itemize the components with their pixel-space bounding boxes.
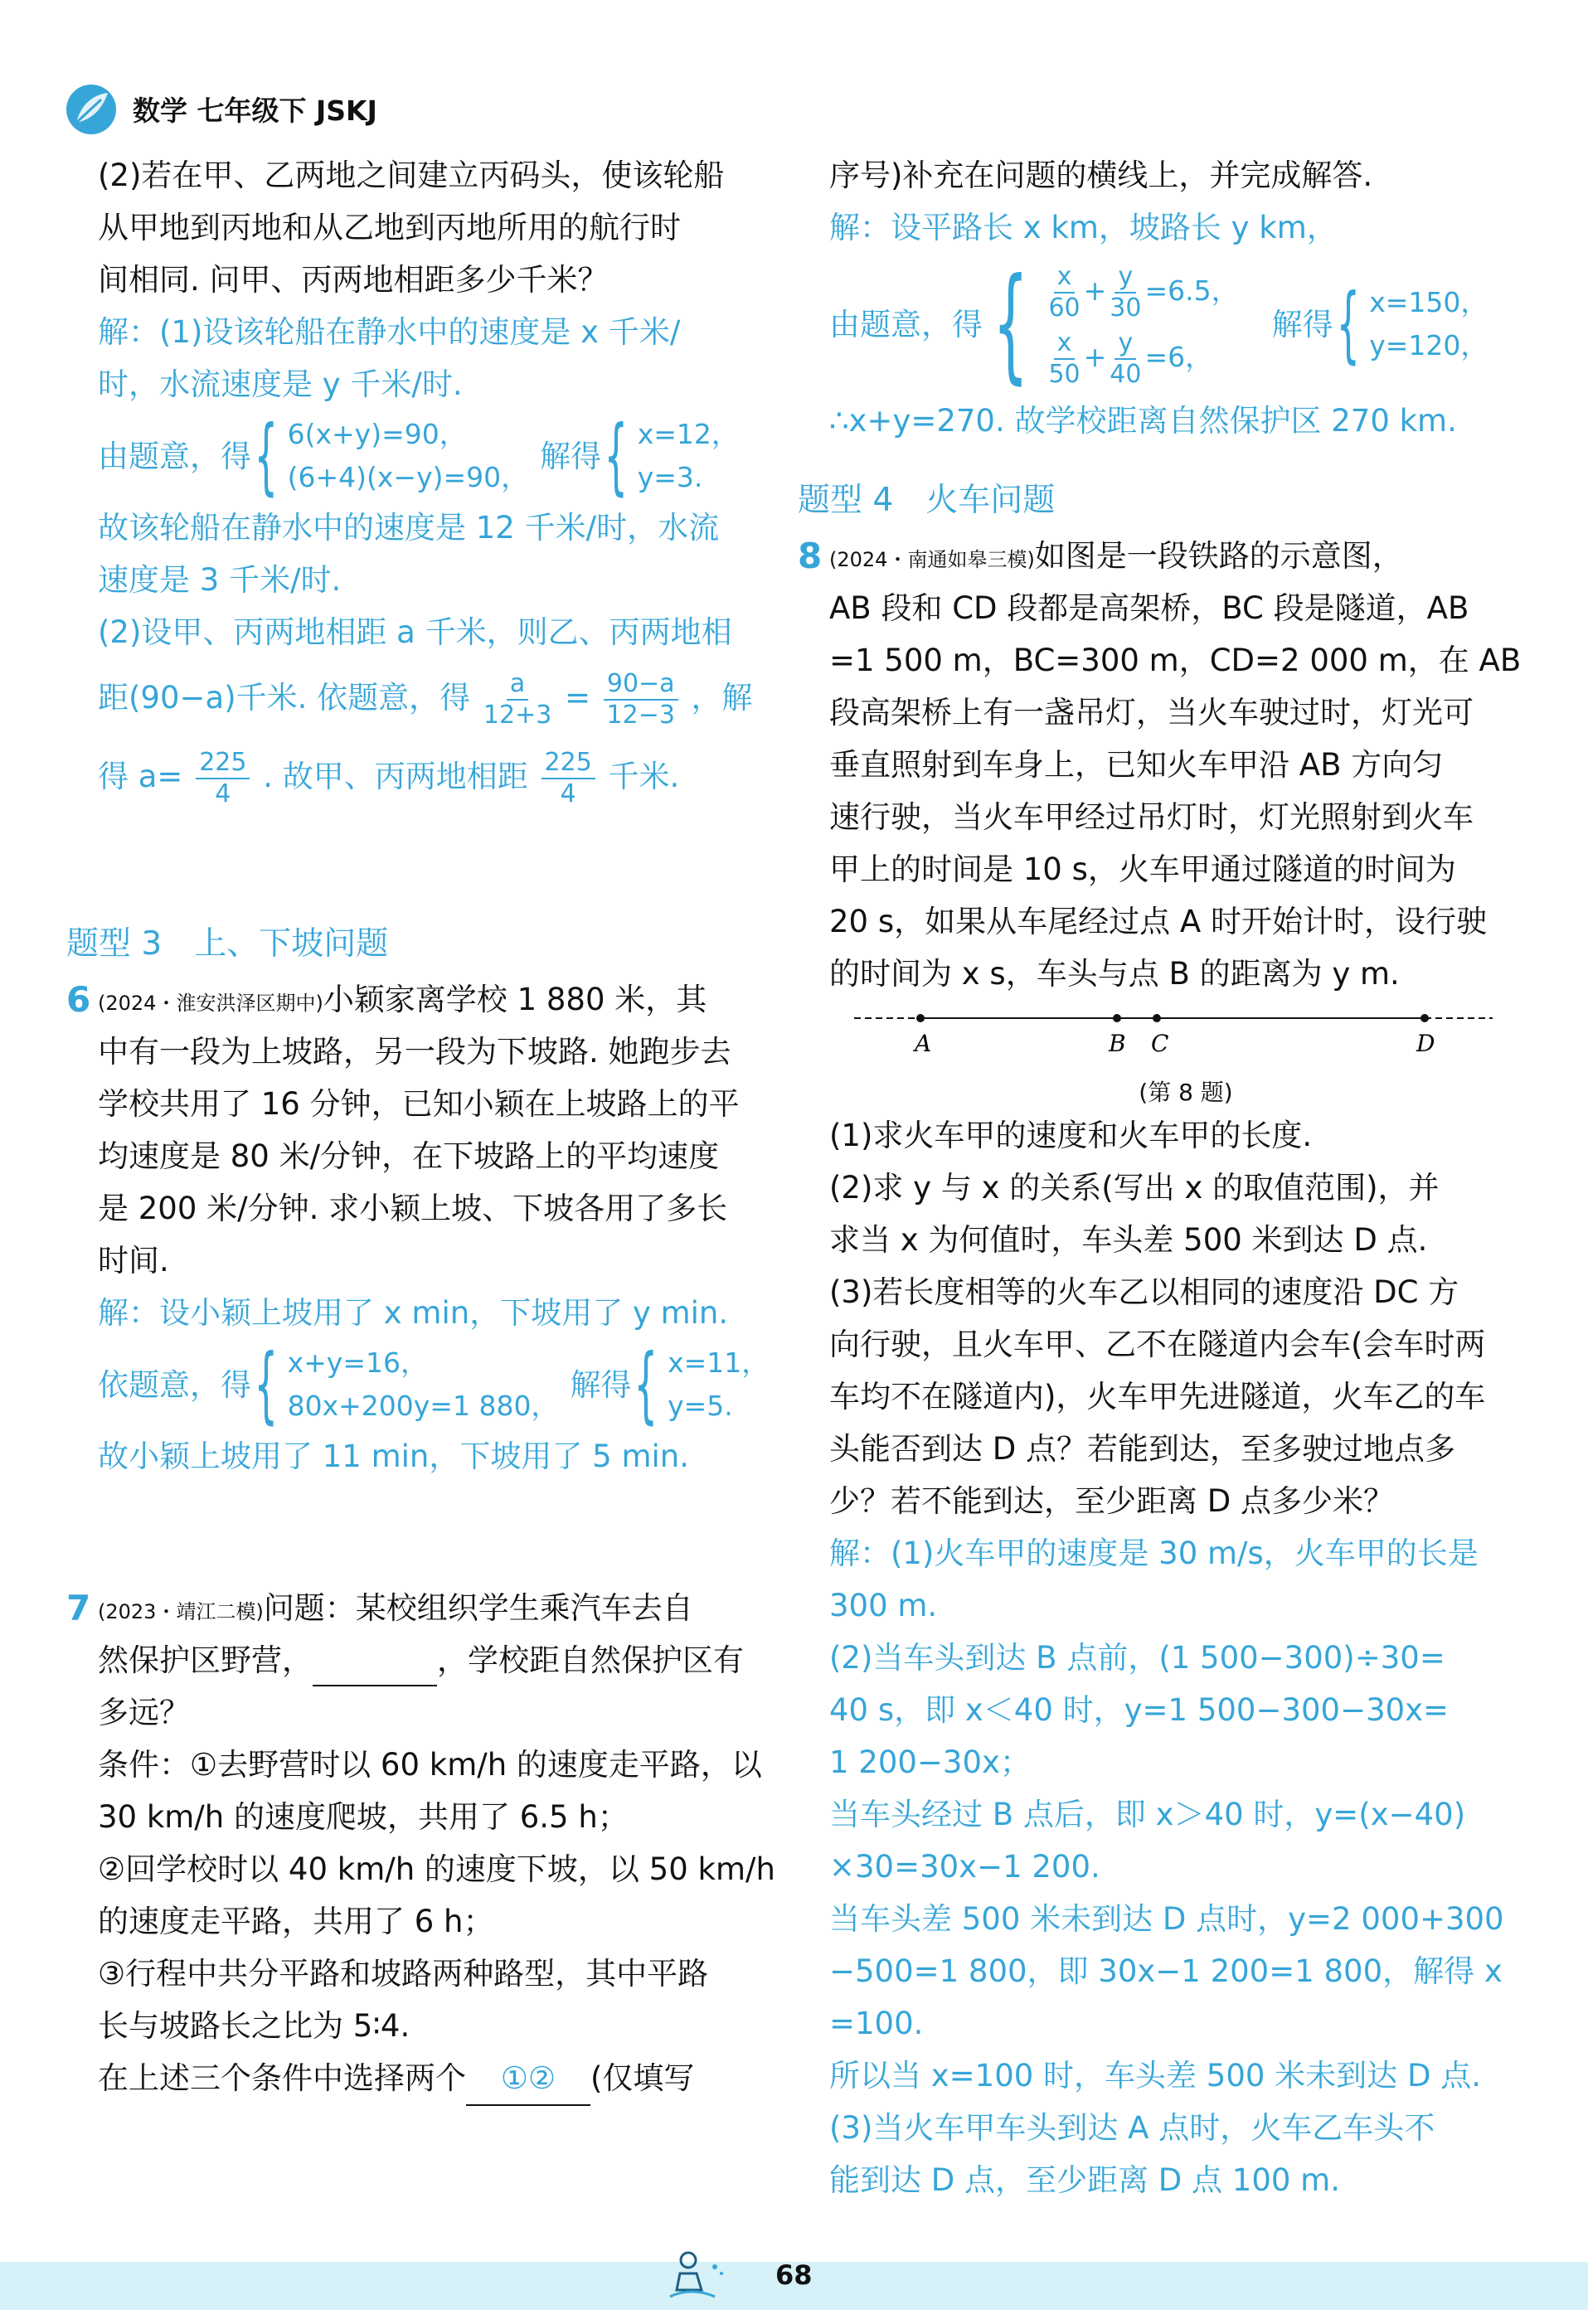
right-column: [798, 149, 1542, 2206]
fraction: $\frac{a}{12+3}$: [483, 668, 552, 730]
label-b: B: [1109, 1030, 1126, 1057]
question-line: 然保护区野营， ，学校距自然保护区有: [98, 1634, 811, 1686]
question-text: 30 km/h 的速度爬坡，共用了 6.5 h；: [98, 1799, 629, 1835]
system-intro: 由题意，得: [829, 306, 983, 342]
question-text: 车均不在隧道内)，火车甲先进隧道，火车乙的车: [829, 1379, 1486, 1414]
question-text: 从甲地到丙地和从乙地到丙地所用的航行时: [98, 210, 681, 245]
solution-line: (3)当火车甲车头到达 A 点时，火车乙车头不: [829, 2110, 1435, 2146]
question-number: 6: [66, 979, 91, 1020]
point-b: [1113, 1014, 1121, 1022]
equation-system: [98, 407, 811, 504]
fill-blank: [313, 1655, 437, 1686]
question-line: 6 (2024・淮安洪泽区期中)小颖家离学校 1 880 米，其: [98, 973, 811, 1026]
solution-line-fraction: 得 a= $\frac{225}{4}$ . 故甲、丙两地相距 $\frac{225}{4}$ 千米.: [98, 747, 680, 808]
label-c: C: [1151, 1030, 1169, 1057]
point-d: [1420, 1014, 1429, 1022]
solution-line: 300 m.: [829, 1588, 938, 1623]
figure-caption: (第 8 题): [1139, 1079, 1233, 1106]
solve-label: 解得: [1271, 306, 1333, 342]
solution-line: ∴x+y=270. 故学校距离自然保护区 270 km.: [829, 403, 1457, 439]
question-text: ②回学校时以 40 km/h 的速度下坡，以 50 km/h: [98, 1851, 775, 1887]
system-intro: 依题意，得: [98, 1366, 251, 1403]
question-text: 长与坡路长之比为 5∶4.: [98, 2008, 410, 2044]
question-number: 8: [798, 536, 823, 576]
header-title: 数学 七年级下 JSKJ: [133, 95, 377, 127]
solution-line: ×30=30x−1 200.: [829, 1849, 1100, 1885]
question-text: ③行程中共分平路和坡路两种路型，其中平路: [98, 1956, 709, 1992]
equation: 6(x+y)=90，: [287, 418, 467, 450]
question-text: 段高架桥上有一盏吊灯，当火车驶过时，灯光可: [829, 695, 1474, 730]
system-equations: [288, 413, 529, 499]
left-brace-icon: {: [254, 1336, 279, 1433]
solve-label: 解得: [570, 1366, 632, 1403]
student-reading-icon: [663, 2249, 730, 2307]
solution-line: 解：设小颖上坡用了 x min，下坡用了 y min.: [98, 1295, 729, 1331]
page-number: 68: [775, 2259, 813, 2291]
left-brace-icon: {: [634, 1336, 658, 1433]
equation: $\frac{x}{50}$ + $\frac{y}{40}$ =6，: [1048, 327, 1213, 389]
question-source: (2024・南通如皋三模): [829, 548, 1035, 571]
question-source: (2023・靖江二模): [98, 1600, 264, 1623]
solution-line: 速度是 3 千米/时.: [98, 562, 342, 598]
solve-label: 解得: [540, 438, 602, 474]
left-brace-icon: {: [604, 407, 629, 504]
solution-line: 40 s，即 x＜40 时，y=1 500−300−30x=: [829, 1692, 1450, 1728]
railway-diagram-svg: [829, 1000, 1542, 1076]
equation-system: [98, 1336, 811, 1433]
question-line: 7 (2023・靖江二模)问题：某校组织学生乘汽车去自: [98, 1582, 811, 1634]
question-text: 中有一段为上坡路，另一段为下坡路. 她跑步去: [98, 1034, 731, 1070]
solution-line-fraction: 距(90−a)千米. 依题意，得 $\frac{a}{12+3}$ = $\frac{90-a}{12-3}$ ，解: [98, 668, 753, 730]
fill-blank-answer: ①②: [466, 2052, 590, 2106]
question-text: 时间.: [98, 1243, 169, 1278]
solution-line: 解：设平路长 x km，坡路长 y km，: [829, 210, 1338, 245]
solution-line: 当车头差 500 米未到达 D 点时，y=2 000+300: [829, 1901, 1504, 1937]
question-source: (2024・淮安洪泽区期中): [98, 992, 323, 1015]
left-brace-icon: {: [993, 252, 1029, 396]
question-text: 的速度走平路，共用了 6 h；: [98, 1904, 494, 1939]
solution-line: 能到达 D 点，至少距离 D 点 100 m.: [829, 2162, 1340, 2198]
system-solution: x=150， y=120，: [1369, 286, 1488, 361]
question-line: 8 (2024・南通如皋三模)如图是一段铁路的示意图，: [829, 530, 1542, 582]
question-text: 垂直照射到车身上，已知火车甲沿 AB 方向匀: [829, 747, 1444, 783]
solution-line: 故小颖上坡用了 11 min，下坡用了 5 min.: [98, 1439, 689, 1474]
system-equations: x+y=16， 80x+200y=1 880，: [287, 1346, 559, 1422]
equation: $\frac{x}{60}$ + $\frac{y}{30}$ =6.5，: [1048, 261, 1239, 323]
left-brace-icon: {: [1336, 275, 1360, 372]
left-brace-icon: {: [254, 407, 279, 504]
solution-line: 故该轮船在静水中的速度是 12 千米/时，水流: [98, 510, 720, 546]
solution-line: 解：(1)火车甲的速度是 30 m/s，火车甲的长是: [829, 1536, 1479, 1571]
question-text: 多远？: [98, 1695, 190, 1730]
question-text: 少？若不能到达，至少距离 D 点多少米？: [829, 1483, 1395, 1519]
question-text: =1 500 m，BC=300 m，CD=2 000 m，在 AB: [829, 643, 1522, 678]
question-text: (1)求火车甲的速度和火车甲的长度.: [829, 1118, 1313, 1153]
solution-line: (2)当车头到达 B 点前，(1 500−300)÷30=: [829, 1640, 1445, 1676]
question-text: 20 s，如果从车尾经过点 A 时开始计时，设行驶: [829, 904, 1487, 939]
question-text: (2)求 y 与 x 的关系(写出 x 的取值范围)，并: [829, 1170, 1440, 1206]
solution-line: −500=1 800，即 30x−1 200=1 800，解得 x: [829, 1953, 1503, 1989]
solution-line: 解：(1)设该轮船在静水中的速度是 x 千米/: [98, 314, 681, 350]
system-intro: 由题意，得: [98, 438, 251, 474]
system-solution: [638, 413, 739, 499]
label-d: D: [1416, 1030, 1435, 1057]
question-text: (3)若长度相等的火车乙以相同的速度沿 DC 方: [829, 1274, 1459, 1310]
fraction: $\frac{225}{4}$: [196, 748, 250, 809]
system-equations: [1045, 258, 1238, 391]
label-a: A: [915, 1030, 932, 1057]
point-a: [916, 1014, 925, 1022]
section-heading: 题型 3 上、下坡问题: [66, 925, 389, 963]
leaf-logo-icon: [65, 83, 118, 136]
question-line: 在上述三个条件中选择两个 ①② (仅填写: [98, 2052, 811, 2104]
question-text: 学校共用了 16 分钟，已知小颖在上坡路上的平: [98, 1086, 740, 1122]
question-text: 向行驶，且火车甲、乙不在隧道内会车(会车时两: [829, 1327, 1486, 1362]
equation: (6+4)(x−y)=90，: [287, 461, 529, 493]
question-text: 是 200 米/分钟. 求小颖上坡、下坡各用了多长: [98, 1191, 728, 1226]
question-text: 的时间为 x s，车头与点 B 的距离为 y m.: [829, 956, 1400, 992]
question-text: 甲上的时间是 10 s，火车甲通过隧道的时间为: [829, 851, 1456, 887]
fraction: $\frac{90-a}{12-3}$: [604, 669, 678, 730]
question-text: (2)若在甲、乙两地之间建立丙码头，使该轮船: [98, 158, 725, 193]
solution-value: x=12，: [637, 418, 739, 450]
question-text: 间相同. 问甲、丙两地相距多少千米？: [98, 262, 609, 298]
solution-line: (2)设甲、丙两地相距 a 千米，则乙、丙两地相: [98, 614, 732, 650]
fraction: $\frac{225}{4}$: [541, 748, 595, 809]
solution-line: =100.: [829, 2006, 924, 2041]
system-solution: x=11， y=5.: [668, 1346, 770, 1422]
question-text: AB 段和 CD 段都是高架桥，BC 段是隧道，AB: [829, 590, 1469, 626]
section-heading: 题型 4 火车问题: [798, 482, 1056, 519]
solution-line: 1 200−30x；: [829, 1744, 1031, 1780]
question-text: 求当 x 为何值时，车头差 500 米到达 D 点.: [829, 1222, 1428, 1258]
equation-system: [829, 254, 1542, 395]
railway-diagram: [829, 1000, 1542, 1076]
question-text: 条件：①去野营时以 60 km/h 的速度走平路，以: [98, 1747, 762, 1783]
solution-line: 当车头经过 B 点后，即 x＞40 时，y=(x−40): [829, 1797, 1466, 1832]
question-text: 序号)补充在问题的横线上，并完成解答.: [829, 158, 1373, 193]
solution-value: y=3.: [637, 461, 703, 493]
left-column: [66, 149, 811, 2104]
question-text: 速行驶，当火车甲经过吊灯时，灯光照射到火车: [829, 799, 1474, 835]
point-c: [1153, 1014, 1161, 1022]
question-text: 头能否到达 D 点？若能到达，至多驶过地点多: [829, 1431, 1456, 1467]
solution-line: 时，水流速度是 y 千米/时.: [98, 366, 463, 402]
solution-line: 所以当 x=100 时，车头差 500 米未到达 D 点.: [829, 2058, 1481, 2094]
question-text: 均速度是 80 米/分钟，在下坡路上的平均速度: [98, 1138, 720, 1174]
question-number: 7: [66, 1588, 91, 1628]
